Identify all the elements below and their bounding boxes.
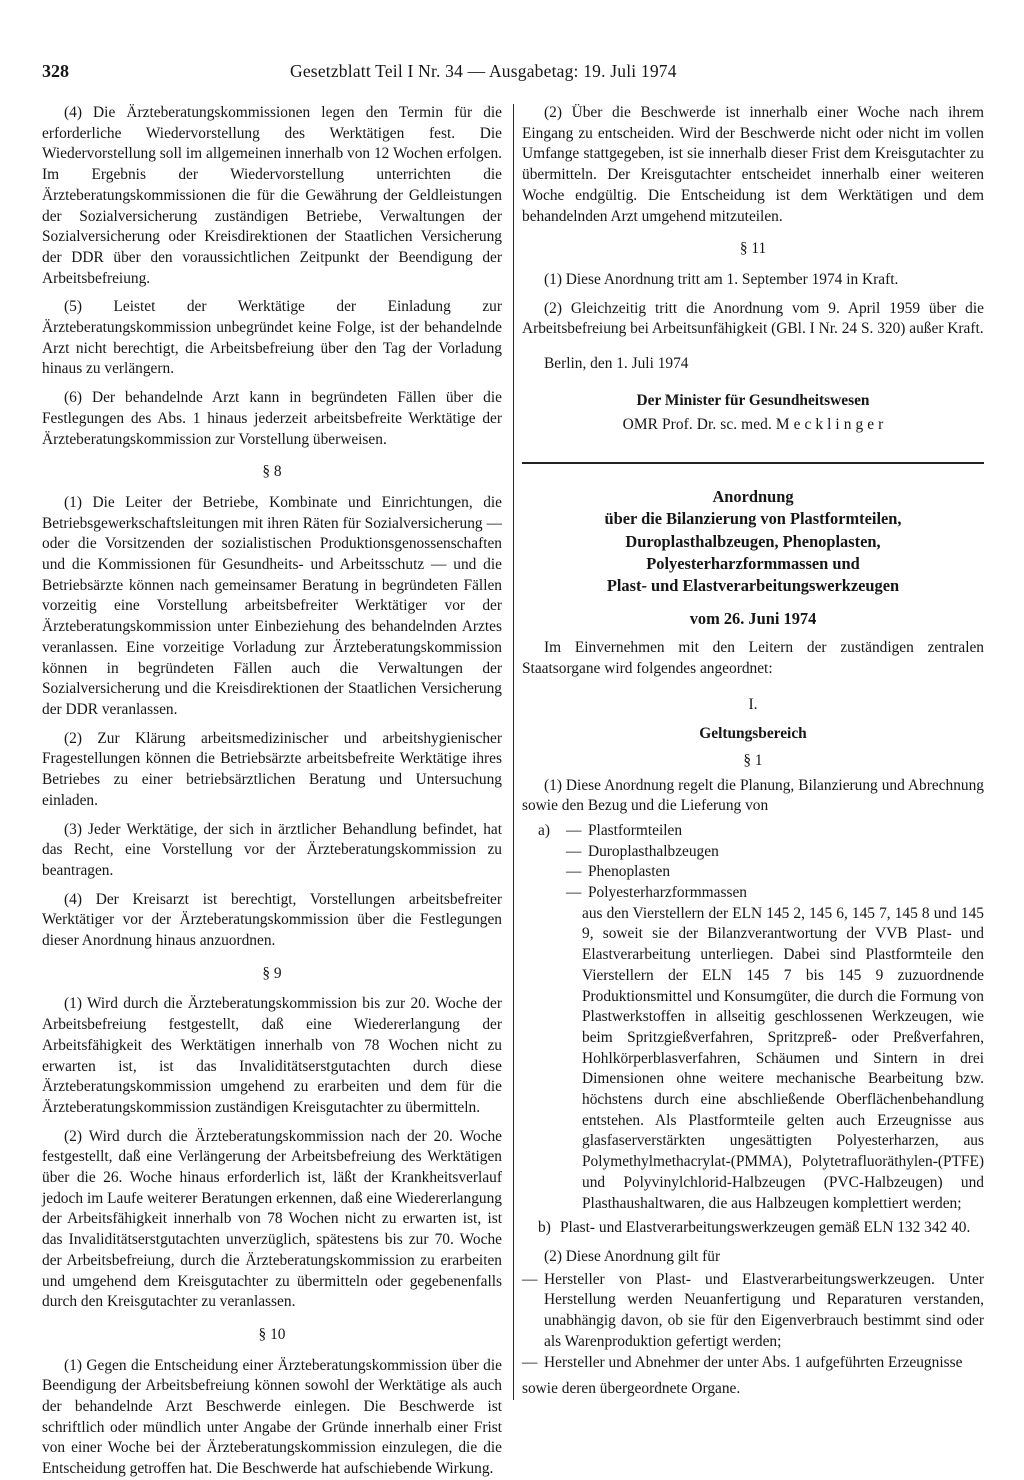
decree-title xyxy=(522,486,984,597)
paragraph: (4) Die Ärzteberatungskommissionen legen den Termin für die erforderliche Wiedervorstellung des Werktätigen fest. Die Wiedervorstellung soll im allgemeinen innerhalb von 12 Wochen erfolgen. Im Ergebnis der Wiedervorstellung unterrichten die Ärzteberatungskommissionen die für die Gewährung der Geldleistungen der Sozialversicherung zuständigen Betriebe, Verwaltungen der Sozialversicherung oder Kreisdirektionen der Staatlichen Versicherung der DDR über den voraussichtlichen Zeitpunkt der Beendigung der Arbeitsbefreiung. xyxy=(42,104,502,287)
section-heading-8: § 8 xyxy=(262,463,282,481)
decree-date: vom 26. Juni 1974 xyxy=(689,609,817,628)
section-heading-10: § 10 xyxy=(258,1325,286,1343)
list-item-text: Polyesterharzformmassen xyxy=(588,884,747,902)
gazette-title: Gesetzblatt Teil I Nr. 34 — Ausgabetag: 19. Juli 1974 xyxy=(290,61,677,81)
list-item xyxy=(522,842,984,863)
paragraph: sowie deren übergeordnete Organe. xyxy=(522,1380,741,1398)
dash: — xyxy=(566,821,582,839)
signer-title: Der Minister für Gesundheitswesen xyxy=(636,391,870,409)
page-number: 328 xyxy=(42,61,69,81)
left-column xyxy=(42,103,502,1480)
signer-name: OMR Prof. Dr. sc. med. M e c k l i n g e r xyxy=(622,416,884,434)
section-number: I. xyxy=(748,696,758,714)
list-item-b xyxy=(522,1218,984,1239)
list-item-text: Plastformteilen xyxy=(588,821,683,839)
section-heading-1: § 1 xyxy=(743,751,763,769)
list-item xyxy=(522,862,984,883)
paragraph: (2) Wird durch die Ärzteberatungskommission nach der 20. Woche festgestellt, daß eine Verlängerung der Arbeitsbefreiung des Werktätigen über die 26. Woche hinaus erforderlich ist, läßt der Krankheitsverlauf jedoch im Laufe weiterer Beratungen erkennen, daß eine Wiedererlangung der Arbeitsfähigkeit innerhalb von 78 Wochen nicht zu erwarten ist, ist das Invaliditätserstgutachten unverzüglich, spätestens bis zur 70. Woche der Arbeitsbefreiung, durch die Ärzteberatungskommission zu erarbeiten und umgehend dem Kreisgutachter zu übermitteln oder gegebenenfalls durch den Kreisgutachter zu veranlassen. xyxy=(42,1127,502,1311)
paragraph: (1) Diese Anordnung regelt die Planung, Bilanzierung und Abrechnung sowie den Bezug und die Lieferung von xyxy=(522,776,984,815)
list-item xyxy=(522,821,984,842)
decree-title-line: Duroplasthalbzeugen, Phenoplasten, xyxy=(625,531,881,551)
preamble: Im Einvernehmen mit den Leitern der zuständigen zentralen Staatsorgane wird folgendes angeordnet: xyxy=(522,639,984,677)
paragraph: (6) Der behandelnde Arzt kann in begründeten Fällen über die Festlegungen des Abs. 1 hinaus jederzeit arbeitsbefreite Werktätige der Ärzteberatungskommission zur Vorstellung überweisen. xyxy=(42,389,502,448)
list-item-text: Phenoplasten xyxy=(588,863,671,881)
paragraph: (2) Über die Beschwerde ist innerhalb einer Woche nach ihrem Eingang zu entscheiden. Wird der Beschwerde nicht oder nicht im vollen Umfange stattgegeben, ist sie innerhalb dieser Frist dem Kreisgutachter zu übermitteln. Der Kreisgutachter entscheidet innerhalb einer weiteren Woche endgültig. Die Entscheidung ist dem Werktätigen und dem behandelnden Arzt umgehend mitzuteilen. xyxy=(522,104,984,225)
dash: — xyxy=(522,1270,538,1288)
list-item-text: Hersteller von Plast- und Elastverarbeitungswerkzeugen. Unter Herstellung werden Neuanfertigung und Reparaturen verstanden, unabhängig davon, ob sie für den Eigenverbrauch bestimmt sind oder als Warenproduktion gefertigt werden; xyxy=(544,1270,984,1350)
decree-title-line: über die Bilanzierung von Plastformteilen, xyxy=(604,509,902,529)
paragraph: (1) Gegen die Entscheidung einer Ärzteberatungskommission über die Beendigung der Arbeitsbefreiung können sowohl der Werktätige als auch der behandelnde Arzt Beschwerde einlegen. Die Beschwerde ist schriftlich oder mündlich unter Angabe der Gründe innerhalb einer Frist von einer Woche bei der Ärzteberatungskommission einzulegen, die die Entscheidung getroffen hat. Die Beschwerde hat aufschiebende Wirkung. xyxy=(42,1356,502,1478)
paragraph: (2) Diese Anordnung gilt für xyxy=(544,1247,721,1265)
list-a xyxy=(522,821,984,904)
paragraph: (1) Wird durch die Ärzteberatungskommission bis zur 20. Woche der Arbeitsbefreiung festgestellt, daß eine Wiedererlangung der Arbeitsfähigkeit des Werktätigen innerhalb von 78 Wochen nicht zu erwarten ist, ist das Invaliditätserstgutachten durch diese Ärzteberatungskommission umgehend zu erarbeiten und dem für die Ärzteberatungskommission zuständigen Kreisgutachter zu übermitteln. xyxy=(42,995,502,1116)
paragraph: (1) Die Leiter der Betriebe, Kombinate und Einrichtungen, die Betriebsgewerkschaftsleitungen mit ihren Räten für Sozialversicherung — oder die Vorsitzenden der sozialistischen Produktionsgenossenschaften und die Kommissionen für Gesundheits- und Arbeitsschutz — und die Betriebsärzte können nach gemeinsamer Beratung in begründeten Fällen vorzeitig eine Vorstellung arbeitsbefreiter Werktätiger vor der Ärzteberatungskommission unter Einbeziehung des behandelnden Arztes veranlassen. Eine vorzeitige Vorladung zur Ärzteberatungskommission können in begründeten Fällen auch die Verwaltungen der Sozialversicherung und die Kreisdirektionen der Staatlichen Versicherung der DDR veranlassen. xyxy=(42,493,502,718)
paragraph: (5) Leistet der Werktätige der Einladung zur Ärzteberatungskommission unbegründet keine Folge, ist der behandelnde Arzt nicht berechtigt, die Arbeitsbefreiung über den Tag der Vorladung hinaus zu verlängern. xyxy=(42,298,502,378)
paragraph: aus den Vierstellern der ELN 145 2, 145 6, 145 7, 145 8 und 145 9, soweit sie der Bilanzverantwortung der VVB Plast- und Elastverarbeitung unterliegen. Dabei sind Plastformteile den Vierstellern der ELN 145 7 bis 145 9 zuzuordnende Produktionsmittel und Konsumgüter, die durch die Formung von Plastwerkstoffen in allseitig geschlossenen Werkzeugen, wie beim Spritzgießverfahren, Spritzpreß- oder Preßverfahren, Hohlkörperblasverfahren, Schäumen und Sintern in drei Dimensionen ohne weitere mechanische Bearbeitung bzw. höchstens durch eine abschließende Oberflächenbehandlung entstehen. Als Plastformteile gelten auch Erzeugnisse aus glasfaserverstärkten ungesättigten Polyesterharzen, aus Polymethylmethacrylat-(PMMA), Polytetrafluoräthylen-(PTFE) und Polyvinylchlorid-Halbzeugen (PVC-Halbzeugen) und Plasthaushaltwaren, die aus Halbzeugen komplettiert werden; xyxy=(582,904,984,1212)
section-divider xyxy=(522,462,984,464)
right-column-decree xyxy=(522,638,984,1400)
page-header xyxy=(42,58,992,84)
paragraph: (2) Gleichzeitig tritt die Anordnung vom 9. April 1959 über die Arbeitsbefreiung bei Arbeitsunfähigkeit (GBl. I Nr. 24 S. 320) außer Kraft. xyxy=(522,299,984,338)
place-date: Berlin, den 1. Juli 1974 xyxy=(544,355,689,373)
list-item-text: Hersteller und Abnehmer der unter Abs. 1 aufgeführten Erzeugnisse xyxy=(544,1353,963,1371)
list-item-text: Duroplasthalbzeugen xyxy=(588,842,719,860)
paragraph: (3) Jeder Werktätige, der sich in ärztlicher Behandlung befindet, hat das Recht, eine Vorstellung vor der Ärzteberatungskommission zu beantragen. xyxy=(42,820,502,879)
section-heading-9: § 9 xyxy=(262,964,282,982)
list-item xyxy=(522,1270,984,1353)
paragraph: (4) Der Kreisarzt ist berechtigt, Vorstellungen arbeitsbefreiter Werktätiger vor der Ärzteberatungskommission über die Festlegungen dieser Anordnung hinaus anzuordnen. xyxy=(42,890,502,950)
list-label: b) xyxy=(538,1219,551,1237)
section-title: Geltungsbereich xyxy=(699,725,807,743)
list-item xyxy=(522,883,984,904)
column-divider xyxy=(513,104,514,1400)
list-label: a) xyxy=(538,821,550,839)
dash: — xyxy=(522,1353,538,1371)
list-item-text: Plast- und Elastverarbeitungswerkzeugen gemäß ELN 132 342 40. xyxy=(560,1219,971,1237)
dash-list xyxy=(522,1270,984,1374)
right-column-top xyxy=(522,103,984,436)
list-item xyxy=(522,1353,984,1374)
dash: — xyxy=(566,863,582,881)
paragraph: (2) Zur Klärung arbeitsmedizinischer und arbeitshygienischer Fragestellungen können die Betriebsärzte arbeitsbefreite Werktätige ihres Betriebes zu einer betriebsärztlichen Beratung und Untersuchung einladen. xyxy=(42,729,502,809)
decree-title-line: Plast- und Elastverarbeitungswerkzeugen xyxy=(606,576,900,596)
paragraph: (1) Diese Anordnung tritt am 1. September 1974 in Kraft. xyxy=(544,270,899,288)
decree-title-line: Anordnung xyxy=(712,487,794,506)
decree-title-line: Polyesterharzformmassen und xyxy=(646,553,860,573)
dash: — xyxy=(566,884,582,902)
section-heading-11: § 11 xyxy=(739,240,767,258)
dash: — xyxy=(566,842,582,860)
